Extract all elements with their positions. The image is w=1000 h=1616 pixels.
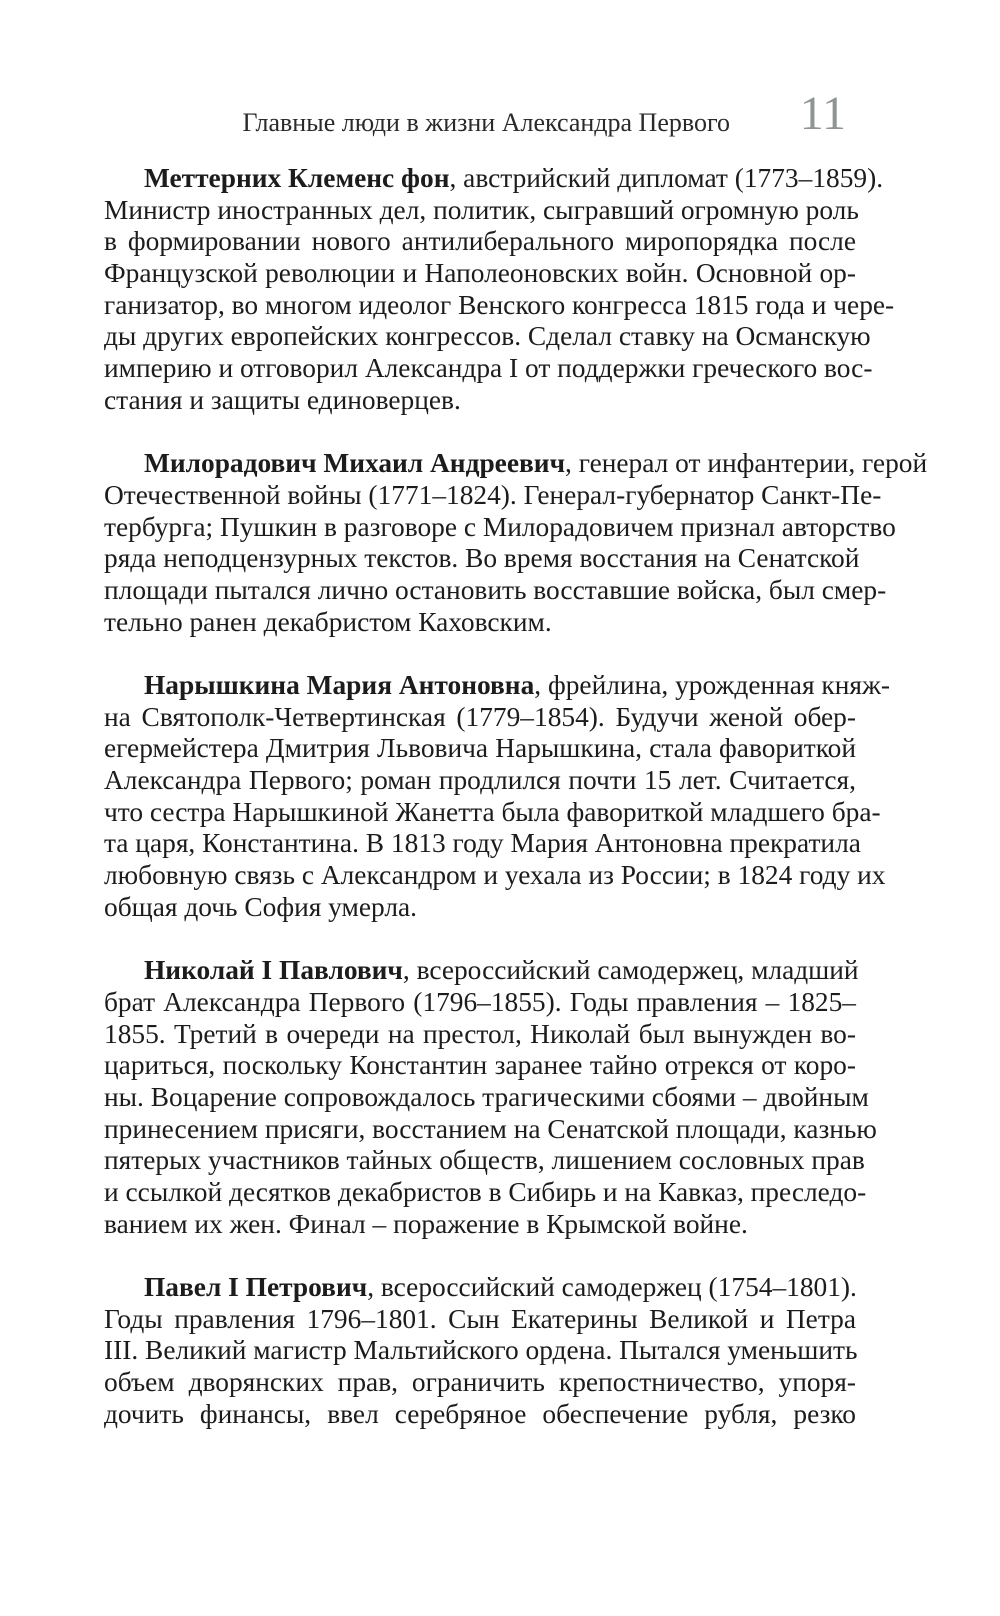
entry-first-line	[104, 448, 928, 480]
entry-line: объем дворянских прав, ограничить крепостничество, упоря-	[104, 1367, 856, 1398]
entry-line: ванием их жен. Финал – поражение в Крымской войне.	[104, 1208, 748, 1239]
entry-line-text: , австрийский дипломат (1773–1859).	[449, 163, 884, 193]
entry-line: Александра Первого; роман продлился почти 15 лет. Считается,	[104, 765, 856, 796]
entry-line: та царя, Константина. В 1813 году Мария Антоновна прекратила	[104, 828, 861, 859]
entry-name: Нарышкина Мария Антоновна	[144, 670, 535, 700]
entry-line-text: , фрейлина, урожденная княж-	[534, 670, 891, 700]
entry-line: в формировании нового антилиберального миропорядка после	[104, 226, 856, 257]
entry-name: Меттерних Клеменс фон	[144, 163, 450, 193]
entry-line: брат Александра Первого (1796–1855). Годы правления – 1825–	[104, 986, 856, 1017]
entry-line: егермейстера Дмитрия Львовича Нарышкина, стала фавориткой	[104, 733, 856, 764]
entry-line: Министр иностранных дел, политик, сыгравший огромную роль	[104, 194, 859, 225]
entry-name: Милорадович Михаил Андреевич	[144, 448, 566, 479]
body-text	[104, 163, 928, 1462]
entry-first-line	[104, 955, 859, 987]
entry-line: Годы правления 1796–1801. Сын Екатерины Великой и Петра	[104, 1303, 856, 1334]
entry-line-text: , генерал от инфантерии, герой	[565, 448, 928, 479]
page-number: 11	[799, 87, 846, 140]
entry-line: тербурга; Пушкин в разговоре с Милорадовичем признал авторство	[104, 511, 896, 542]
entry-line: дочить финансы, ввел серебряное обеспечение рубля, резко	[104, 1398, 856, 1429]
entry-line: площади пытался лично остановить восставшие войска, был смер-	[104, 574, 887, 605]
entry-line: что сестра Нарышкиной Жанетта была фавориткой младшего бра-	[104, 796, 881, 827]
entry-line: на Святополк-Четвертинская (1779–1854). Будучи женой обер-	[104, 701, 856, 732]
entry-line: стания и защиты единоверцев.	[104, 384, 461, 415]
entry-nicholas-i	[104, 955, 877, 1240]
entry-line-text: , всероссийский самодержец (1754–1801).	[367, 1272, 857, 1303]
entry-line: тельно ранен декабристом Каховским.	[104, 606, 552, 637]
entry-line-text: , всероссийский самодержец, младший	[402, 955, 859, 986]
entry-line: ганизатор, во многом идеолог Венского конгресса 1815 года и чере-	[104, 289, 895, 320]
entry-name: Павел I Петрович	[144, 1272, 368, 1303]
entry-miloradovich	[104, 448, 928, 638]
entry-first-line	[104, 163, 884, 195]
entry-line: любовную связь с Александром и уехала из России; в 1824 году их	[104, 860, 886, 891]
entry-line: цариться, поскольку Константин заранее тайно отрекся от коро-	[104, 1050, 856, 1081]
entry-metternich	[104, 163, 895, 417]
entry-line: Отечественной войны (1771–1824). Генерал-губернатор Санкт-Пе-	[104, 479, 882, 510]
entry-line: III. Великий магистр Мальтийского ордена. Пытался уменьшить	[104, 1335, 858, 1366]
entry-first-line	[104, 670, 891, 702]
entry-line: ряда неподцензурных текстов. Во время восстания на Сенатской	[104, 543, 860, 574]
running-head: Главные люди в жизни Александра Первого	[242, 108, 730, 137]
page-header	[104, 87, 856, 152]
entry-name: Николай I Павлович	[144, 955, 403, 986]
entry-line: Французской революции и Наполеоновских войн. Основной ор-	[104, 258, 856, 289]
entry-naryshkina	[104, 670, 891, 924]
entry-line: империю и отговорил Александра I от поддержки греческого вос-	[104, 353, 873, 384]
entry-paul-i	[104, 1272, 856, 1430]
entry-line: общая дочь София умерла.	[104, 891, 418, 922]
entry-line: ны. Воцарение сопровождалось трагическими сбоями – двойным	[104, 1081, 869, 1112]
entry-first-line	[104, 1272, 856, 1304]
entry-line: пятерых участников тайных обществ, лишением сословных прав	[104, 1145, 865, 1176]
entry-line: 1855. Третий в очереди на престол, Николай был вынужден во-	[104, 1018, 856, 1049]
entry-line: и ссылкой десятков декабристов в Сибирь и на Кавказ, преследо-	[104, 1177, 867, 1207]
entry-line: ды других европейских конгрессов. Сделал ставку на Османскую	[104, 321, 871, 352]
entry-line: принесением присяги, восстанием на Сенатской площади, казнью	[104, 1113, 877, 1144]
